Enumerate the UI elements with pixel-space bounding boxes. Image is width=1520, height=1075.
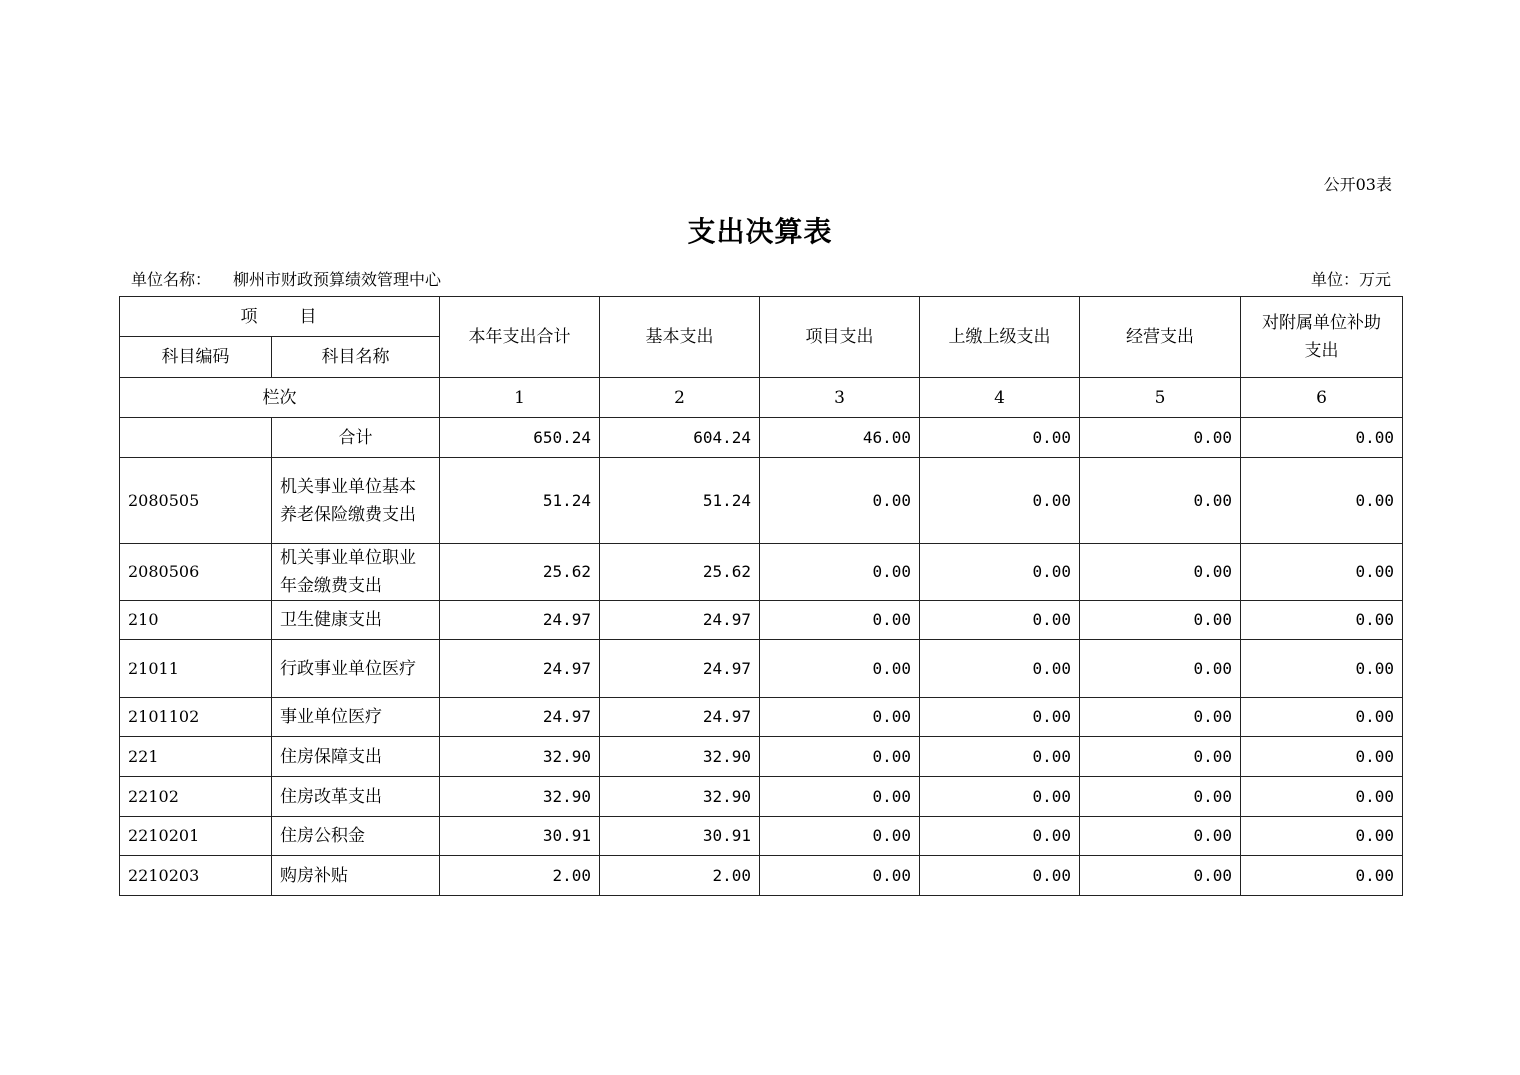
table-row (120, 698, 1403, 737)
unit-name-line (131, 267, 441, 290)
header-col3: 项目支出 (760, 297, 920, 378)
expenditure-table (119, 296, 1403, 896)
row-value: 25.62 (440, 544, 600, 601)
table-row (120, 817, 1403, 856)
row-value: 25.62 (600, 544, 760, 601)
column-index-5: 5 (1080, 378, 1241, 418)
table-row (120, 777, 1403, 817)
unit-name: 柳州市财政预算绩效管理中心 (233, 270, 442, 289)
row-name: 住房保障支出 (272, 737, 440, 777)
row-value: 0.00 (760, 737, 920, 777)
header-col1: 本年支出合计 (440, 297, 600, 378)
row-value: 24.97 (600, 640, 760, 698)
table-row (120, 856, 1403, 896)
row-value: 0.00 (920, 458, 1080, 544)
row-value: 0.00 (1241, 856, 1403, 896)
column-index-3: 3 (760, 378, 920, 418)
row-value: 24.97 (440, 640, 600, 698)
row-value: 24.97 (440, 698, 600, 737)
row-value: 0.00 (760, 640, 920, 698)
column-index-2: 2 (600, 378, 760, 418)
row-value: 51.24 (600, 458, 760, 544)
row-value: 0.00 (1080, 544, 1241, 601)
row-name: 住房公积金 (272, 817, 440, 856)
row-name: 购房补贴 (272, 856, 440, 896)
row-value: 30.91 (440, 817, 600, 856)
header-row-1 (120, 297, 1403, 337)
row-value: 0.00 (1241, 458, 1403, 544)
row-value: 0.00 (760, 544, 920, 601)
row-value: 32.90 (600, 777, 760, 817)
row-name: 住房改革支出 (272, 777, 440, 817)
header-col2: 基本支出 (600, 297, 760, 378)
row-value: 24.97 (600, 601, 760, 640)
row-value: 32.90 (440, 737, 600, 777)
column-index-row (120, 378, 1403, 418)
row-value: 0.00 (1080, 737, 1241, 777)
header-subject-code: 科目编码 (120, 337, 272, 378)
row-value: 0.00 (1080, 698, 1241, 737)
row-value: 32.90 (440, 777, 600, 817)
total-value: 0.00 (920, 418, 1080, 458)
header-col5: 经营支出 (1080, 297, 1241, 378)
column-index-4: 4 (920, 378, 1080, 418)
row-value: 0.00 (920, 777, 1080, 817)
row-value: 0.00 (760, 817, 920, 856)
row-value: 0.00 (920, 817, 1080, 856)
header-subject-name: 科目名称 (272, 337, 440, 378)
row-name: 机关事业单位基本养老保险缴费支出 (272, 458, 440, 544)
header-col6: 对附属单位补助支出 (1241, 297, 1403, 378)
row-code: 221 (120, 737, 272, 777)
row-value: 0.00 (920, 640, 1080, 698)
total-label: 合计 (272, 418, 440, 458)
page-title: 支出决算表 (687, 215, 833, 248)
row-value: 2.00 (440, 856, 600, 896)
row-value: 0.00 (920, 544, 1080, 601)
row-code: 22102 (120, 777, 272, 817)
column-index-6: 6 (1241, 378, 1403, 418)
column-index-label: 栏次 (120, 378, 440, 418)
table-row (120, 640, 1403, 698)
row-value: 0.00 (1241, 737, 1403, 777)
row-value: 0.00 (1241, 817, 1403, 856)
row-value: 0.00 (1080, 601, 1241, 640)
row-name: 机关事业单位职业年金缴费支出 (272, 544, 440, 601)
row-value: 0.00 (760, 601, 920, 640)
header-col4: 上缴上级支出 (920, 297, 1080, 378)
row-value: 0.00 (760, 856, 920, 896)
row-value: 51.24 (440, 458, 600, 544)
total-value: 0.00 (1241, 418, 1403, 458)
row-code: 2080505 (120, 458, 272, 544)
row-code: 210 (120, 601, 272, 640)
row-value: 0.00 (760, 777, 920, 817)
row-code: 2210203 (120, 856, 272, 896)
header-item (120, 297, 440, 337)
row-code: 2101102 (120, 698, 272, 737)
row-value: 24.97 (600, 698, 760, 737)
row-value: 0.00 (1080, 640, 1241, 698)
row-code: 2210201 (120, 817, 272, 856)
total-value: 604.24 (600, 418, 760, 458)
row-value: 0.00 (1080, 458, 1241, 544)
row-value: 0.00 (920, 601, 1080, 640)
row-name: 卫生健康支出 (272, 601, 440, 640)
row-value: 0.00 (1241, 544, 1403, 601)
row-value: 0.00 (760, 698, 920, 737)
row-code: 21011 (120, 640, 272, 698)
row-value: 0.00 (920, 698, 1080, 737)
table-row (120, 737, 1403, 777)
row-value: 0.00 (1080, 777, 1241, 817)
table-row (120, 458, 1403, 544)
row-value: 0.00 (760, 458, 920, 544)
total-value: 46.00 (760, 418, 920, 458)
form-number: 公开03表 (1323, 175, 1392, 194)
unit-name-label: 单位名称： (131, 270, 212, 289)
row-code: 2080506 (120, 544, 272, 601)
row-value: 0.00 (1241, 698, 1403, 737)
header-item-a: 项 (240, 306, 260, 327)
row-value: 0.00 (920, 737, 1080, 777)
row-value: 32.90 (600, 737, 760, 777)
header-item-b: 目 (299, 306, 319, 327)
row-value: 24.97 (440, 601, 600, 640)
total-row (120, 418, 1403, 458)
row-name: 事业单位医疗 (272, 698, 440, 737)
row-value: 0.00 (1241, 601, 1403, 640)
row-value: 0.00 (1241, 640, 1403, 698)
row-value: 0.00 (920, 856, 1080, 896)
row-value: 2.00 (600, 856, 760, 896)
total-code-cell (120, 418, 272, 458)
row-value: 0.00 (1080, 817, 1241, 856)
currency-unit: 单位：万元 (1310, 270, 1391, 289)
total-value: 0.00 (1080, 418, 1241, 458)
row-value: 0.00 (1080, 856, 1241, 896)
table-row (120, 544, 1403, 601)
column-index-1: 1 (440, 378, 600, 418)
total-value: 650.24 (440, 418, 600, 458)
table-row (120, 601, 1403, 640)
row-value: 30.91 (600, 817, 760, 856)
row-value: 0.00 (1241, 777, 1403, 817)
row-name: 行政事业单位医疗 (272, 640, 440, 698)
